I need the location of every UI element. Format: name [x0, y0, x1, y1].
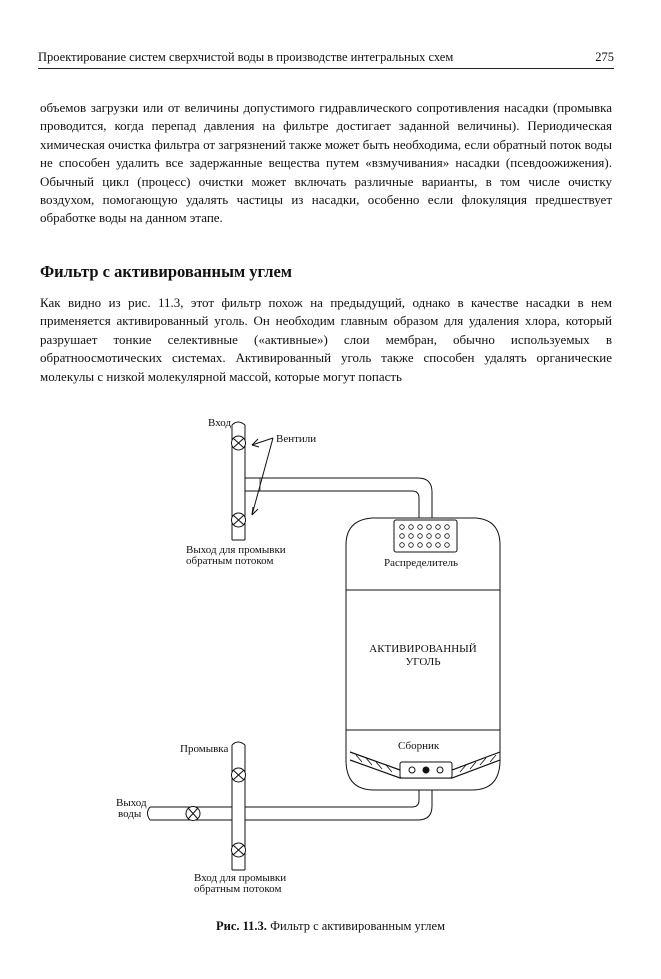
section-heading: Фильтр с активированным углем [40, 262, 293, 281]
flush-valve [232, 768, 246, 782]
label-water-out-1: Выход [116, 797, 147, 809]
inlet-valve [232, 436, 246, 450]
caption-text: Фильтр с активированным углем [270, 919, 445, 933]
valves-pointer [252, 438, 273, 515]
paragraph-1: объемов загрузки или от величины допустимого гидравлического сопротивления насадки (промывка проводится, когда перепад давления на фильтре достигает заданной величины). Периодическая химическая очистка фильтра от загрязнений также может быть необходима, если обратный поток воды не способен удалить все задержанные вещества путем «взмучивания» насадки (псевдоожижения). Обычный цикл (процесс) очистки может включать различные варианты, в том числе очистку воздухом, помогающую удалять частицы из насадки, особенно если флокуляция предшествует обработке воды на данном этапе. [40, 100, 612, 226]
header-title: Проектирование систем сверхчистой воды в производстве интегральных схем [38, 50, 454, 64]
label-backwash-in-2: обратным потоком [194, 883, 282, 895]
label-backwash-in-1: Вход для промывки [194, 872, 287, 884]
distributor [394, 520, 457, 552]
caption-number: Рис. 11.3. [215, 919, 267, 933]
backwash-out-valve [232, 513, 246, 527]
label-collector: Сборник [398, 740, 440, 752]
page-number: 275 [595, 50, 614, 64]
label-inlet: Вход [208, 417, 232, 429]
figure-caption [0, 919, 661, 934]
backwash-in-valve [232, 843, 246, 857]
label-water-out-2: воды [118, 808, 142, 820]
label-backwash-out-1: Выход для промывки [186, 544, 286, 556]
label-valves: Вентили [276, 433, 317, 445]
label-media-2: УГОЛЬ [405, 656, 441, 668]
label-media-1: АКТИВИРОВАННЫЙ [369, 643, 477, 655]
water-outlet-valve [186, 807, 200, 821]
paragraph-2: Как видно из рис. 11.3, этот фильтр похож на предыдущий, однако в качестве насадки в нем применяется активированный уголь. Он необходим главным образом для удаления хлора, который разрушает тонкие селективные («активные») слои мембран, обычно используемых в обратноосмотических системах. Активированный уголь также способен удалять органические молекулы с низкой молекулярной массой, которые могут попасть [40, 295, 612, 384]
label-flush: Промывка [180, 743, 229, 755]
label-distributor: Распределитель [384, 557, 459, 569]
label-backwash-out-2: обратным потоком [186, 555, 274, 567]
